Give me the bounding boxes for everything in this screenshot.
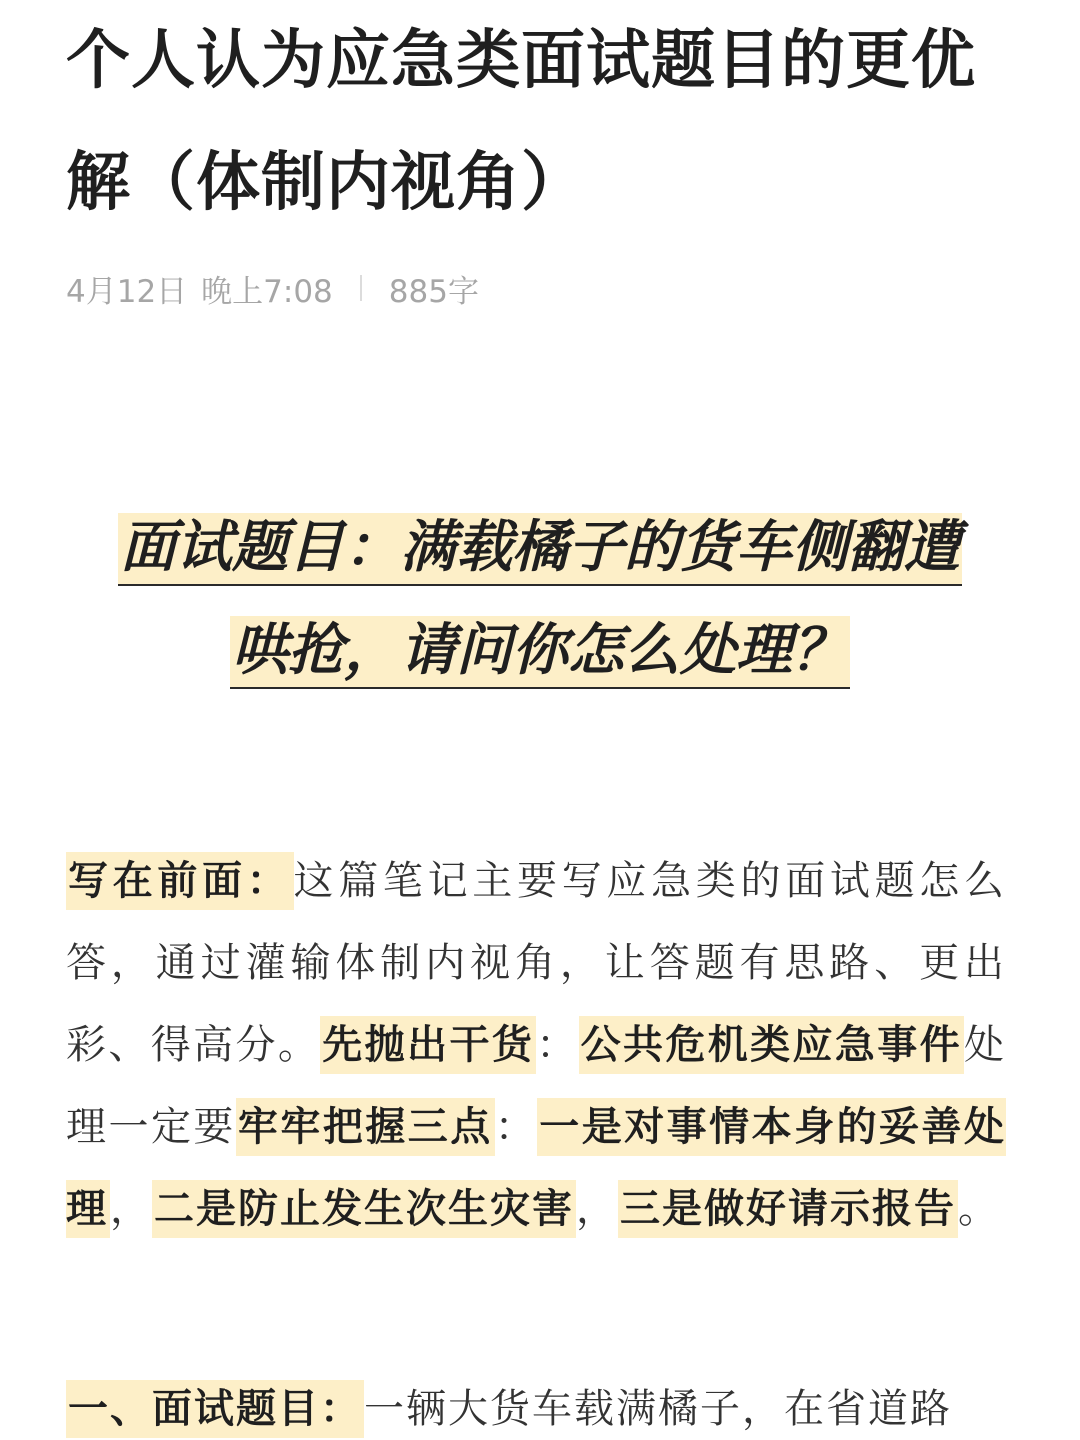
section-1-text: 一辆大货车载满橘子，在省道路 (364, 1386, 952, 1432)
word-count: 885字 (388, 273, 479, 310)
highlight-point-1: 一是对事情本身的妥善处理 (66, 1098, 1006, 1238)
highlight-point-3: 三是做好请示报告 (618, 1180, 958, 1238)
intro-text-2: 处理一定要 (66, 1022, 1007, 1150)
publish-time: 晚上7:08 (201, 273, 333, 310)
intro-label: 写在前面： (66, 852, 294, 910)
question-line-2: 哄抢，请问你怎么处理？ (230, 616, 850, 689)
question-line-1: 面试题目：满载橘子的货车侧翻遭 (118, 513, 962, 586)
article-title: 个人认为应急类面试题目的更优解（体制内视角） (66, 24, 976, 220)
highlight-event-type: 公共危机类应急事件 (579, 1016, 964, 1074)
article-meta (66, 266, 479, 310)
intro-paragraph (66, 840, 1006, 1250)
separator: ， (110, 1186, 152, 1232)
section-1-label: 一、面试题目： (66, 1380, 364, 1438)
highlight-three-points: 牢牢把握三点 (236, 1098, 495, 1156)
highlight-point-2: 二是防止发生次生灾害 (152, 1180, 576, 1238)
separator: ， (576, 1186, 618, 1232)
period: 。 (958, 1186, 1000, 1232)
separator: ： (494, 1104, 538, 1150)
publish-date: 4月12日 (66, 273, 188, 310)
meta-divider (360, 275, 362, 301)
intro-text: 这篇笔记主要写应急类的面试题怎么答，通过灌输体制内视角，让答题有思路、更出彩、得高分。 (66, 858, 1006, 1068)
section-1 (66, 1368, 1006, 1440)
separator: ： (536, 1022, 579, 1068)
highlight-key-point: 先抛出干货 (320, 1016, 536, 1074)
interview-question (66, 496, 1014, 702)
